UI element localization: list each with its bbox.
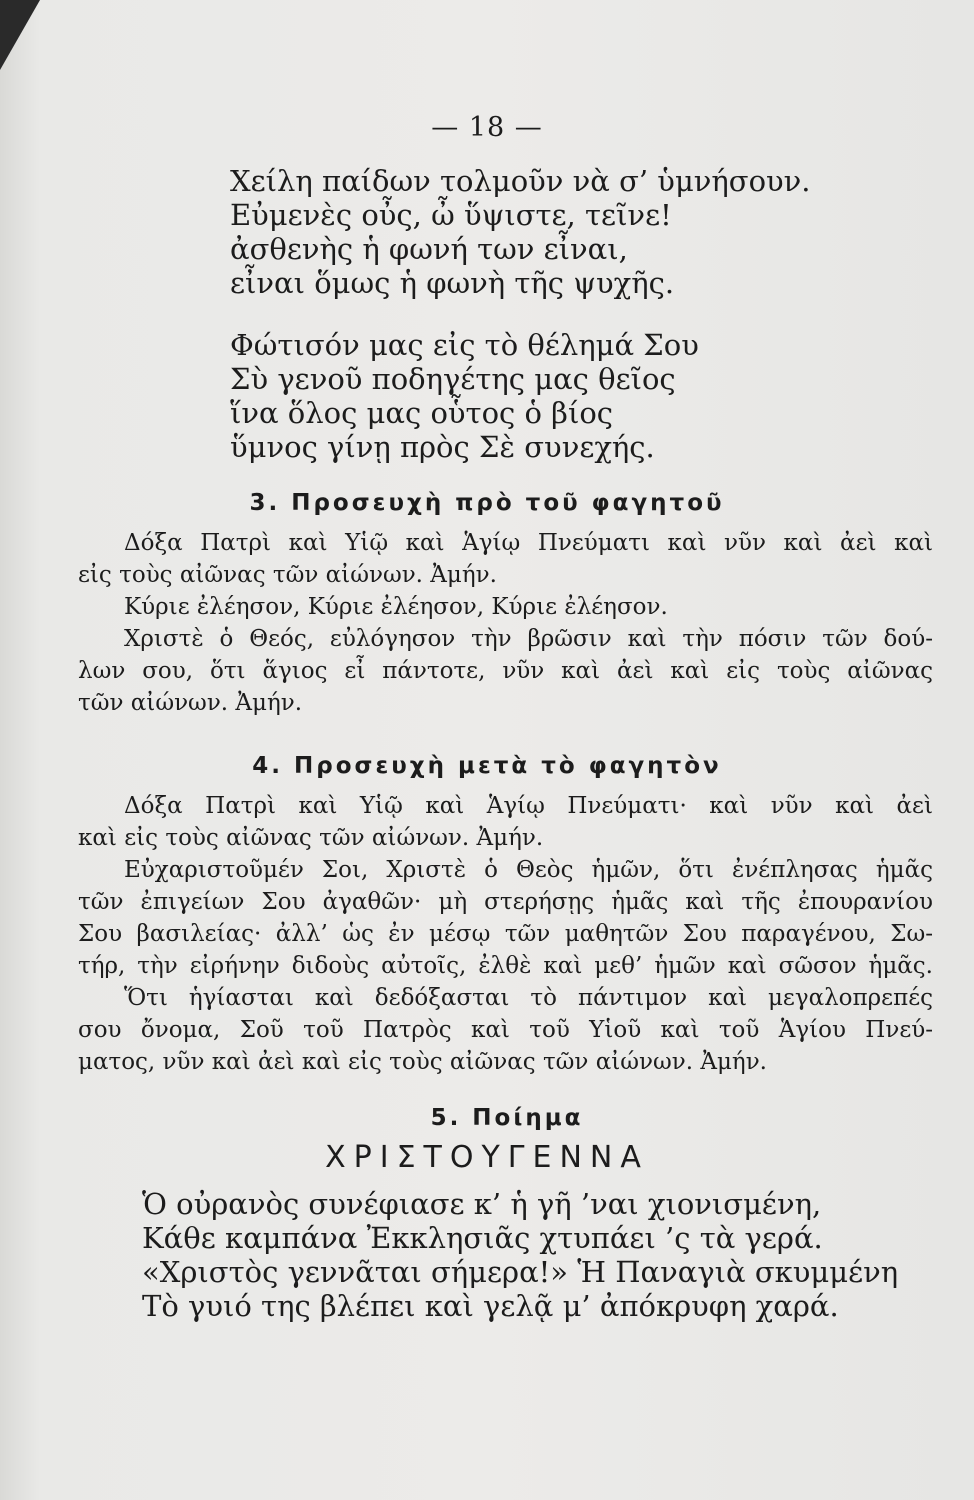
prayer-line: λων σου, ὅτι ἅγιος εἶ πάντοτε, νῦν καὶ ἀεὶ καὶ εἰς τοὺς αἰῶνας — [78, 658, 933, 684]
prayer-line: Δόξα Πατρὶ καὶ Υἱῷ καὶ Ἁγίῳ Πνεύματι· καὶ νῦν καὶ ἀεὶ — [124, 793, 933, 819]
prayer-line: τῶν αἰώνων. Ἀμήν. — [78, 690, 303, 716]
poem-line: Κάθε καμπάνα Ἐκκλησιᾶς χτυπάει ’ς τὰ γερά. — [142, 1221, 823, 1255]
prayer-line: εἰς τοὺς αἰῶνας τῶν αἰώνων. Ἀμήν. — [78, 562, 497, 588]
verse-line: Εὐμενὲς οὖς, ὦ ὕψιστε, τεῖνε! — [230, 198, 672, 232]
verse-line: Σὺ γενοῦ ποδηγέτης μας θεῖος — [230, 362, 676, 396]
verse-line: εἶναι ὅμως ἡ φωνὴ τῆς ψυχῆς. — [230, 266, 675, 300]
poem-line: Ὁ οὐρανὸς συνέφιασε κ’ ἡ γῆ ’ναι χιονισμένη, — [142, 1187, 822, 1221]
verse-line: ὕμνος γίνῃ πρὸς Σὲ συνεχής. — [230, 430, 655, 464]
poem-title: ΧΡΙΣΤΟΥΓΕΝΝΑ — [325, 1140, 649, 1175]
prayer-line: Σου βασιλείας· ἀλλ’ ὡς ἐν μέσῳ τῶν μαθητῶν Σου παραγένου, Σω- — [78, 921, 933, 947]
prayer-line: Εὐχαριστοῦμέν Σοι, Χριστὲ ὁ Θεὸς ἡμῶν, ὅτι ἐνέπλησας ἡμᾶς — [124, 857, 933, 883]
verse-line: ἀσθενὴς ἡ φωνή των εἶναι, — [230, 232, 628, 266]
prayer-line: καὶ εἰς τοὺς αἰῶνας τῶν αἰώνων. Ἀμήν. — [78, 825, 544, 851]
prayer-line: Δόξα Πατρὶ καὶ Υἱῷ καὶ Ἁγίῳ Πνεύματι καὶ νῦν καὶ ἀεὶ καὶ — [124, 530, 933, 556]
hymn-stanza-2 — [230, 328, 699, 464]
poem-line: «Χριστὸς γεννᾶται σήμερα!» Ἡ Παναγιὰ σκυμμένη — [142, 1255, 899, 1289]
section-5-heading: 5. Ποίημα — [430, 1105, 584, 1131]
prayer-after-meal — [78, 790, 933, 1078]
prayer-line: τῶν ἐπιγείων Σου ἀγαθῶν· μὴ στερήσῃς ἡμᾶς καὶ τῆς ἐπουρανίου — [78, 889, 933, 915]
section-3-heading: 3. Προσευχὴ πρὸ τοῦ φαγητοῦ — [249, 490, 725, 516]
prayer-line: Κύριε ἐλέησον, Κύριε ἐλέησον, Κύριε ἐλέησον. — [124, 594, 668, 620]
prayer-before-meal — [78, 527, 933, 719]
verse-line: Χείλη παίδων τολμοῦν νὰ σ’ ὑμνήσουν. — [230, 164, 811, 198]
verse-line: ἵνα ὅλος μας οὗτος ὁ βίος — [230, 396, 614, 430]
poem-line: Τὸ γυιό της βλέπει καὶ γελᾷ μ’ ἀπόκρυφη χαρά. — [142, 1289, 839, 1323]
christmas-poem — [142, 1187, 898, 1323]
page-number: — 18 — — [431, 112, 543, 143]
prayer-line: ματος, νῦν καὶ ἀεὶ καὶ εἰς τοὺς αἰῶνας τῶν αἰώνων. Ἀμήν. — [78, 1049, 767, 1075]
prayer-line: σου ὄνομα, Σοῦ τοῦ Πατρὸς καὶ τοῦ Υἱοῦ καὶ τοῦ Ἁγίου Πνεύ- — [78, 1017, 933, 1043]
section-4-heading: 4. Προσευχὴ μετὰ τὸ φαγητὸν — [252, 753, 722, 779]
hymn-stanza-1 — [230, 164, 811, 300]
prayer-line: Χριστὲ ὁ Θεός, εὐλόγησον τὴν βρῶσιν καὶ τὴν πόσιν τῶν δού- — [124, 626, 933, 652]
prayer-line: Ὅτι ἡγίασται καὶ δεδόξασται τὸ πάντιμον καὶ μεγαλοπρεπές — [124, 985, 933, 1011]
page-corner-shadow — [0, 0, 40, 70]
verse-line: Φώτισόν μας εἰς τὸ θέλημά Σου — [230, 328, 699, 362]
prayer-line: τήρ, τὴν εἰρήνην διδοὺς αὐτοῖς, ἐλθὲ καὶ μεθ’ ἡμῶν καὶ σῶσον ἡμᾶς. — [78, 953, 933, 979]
